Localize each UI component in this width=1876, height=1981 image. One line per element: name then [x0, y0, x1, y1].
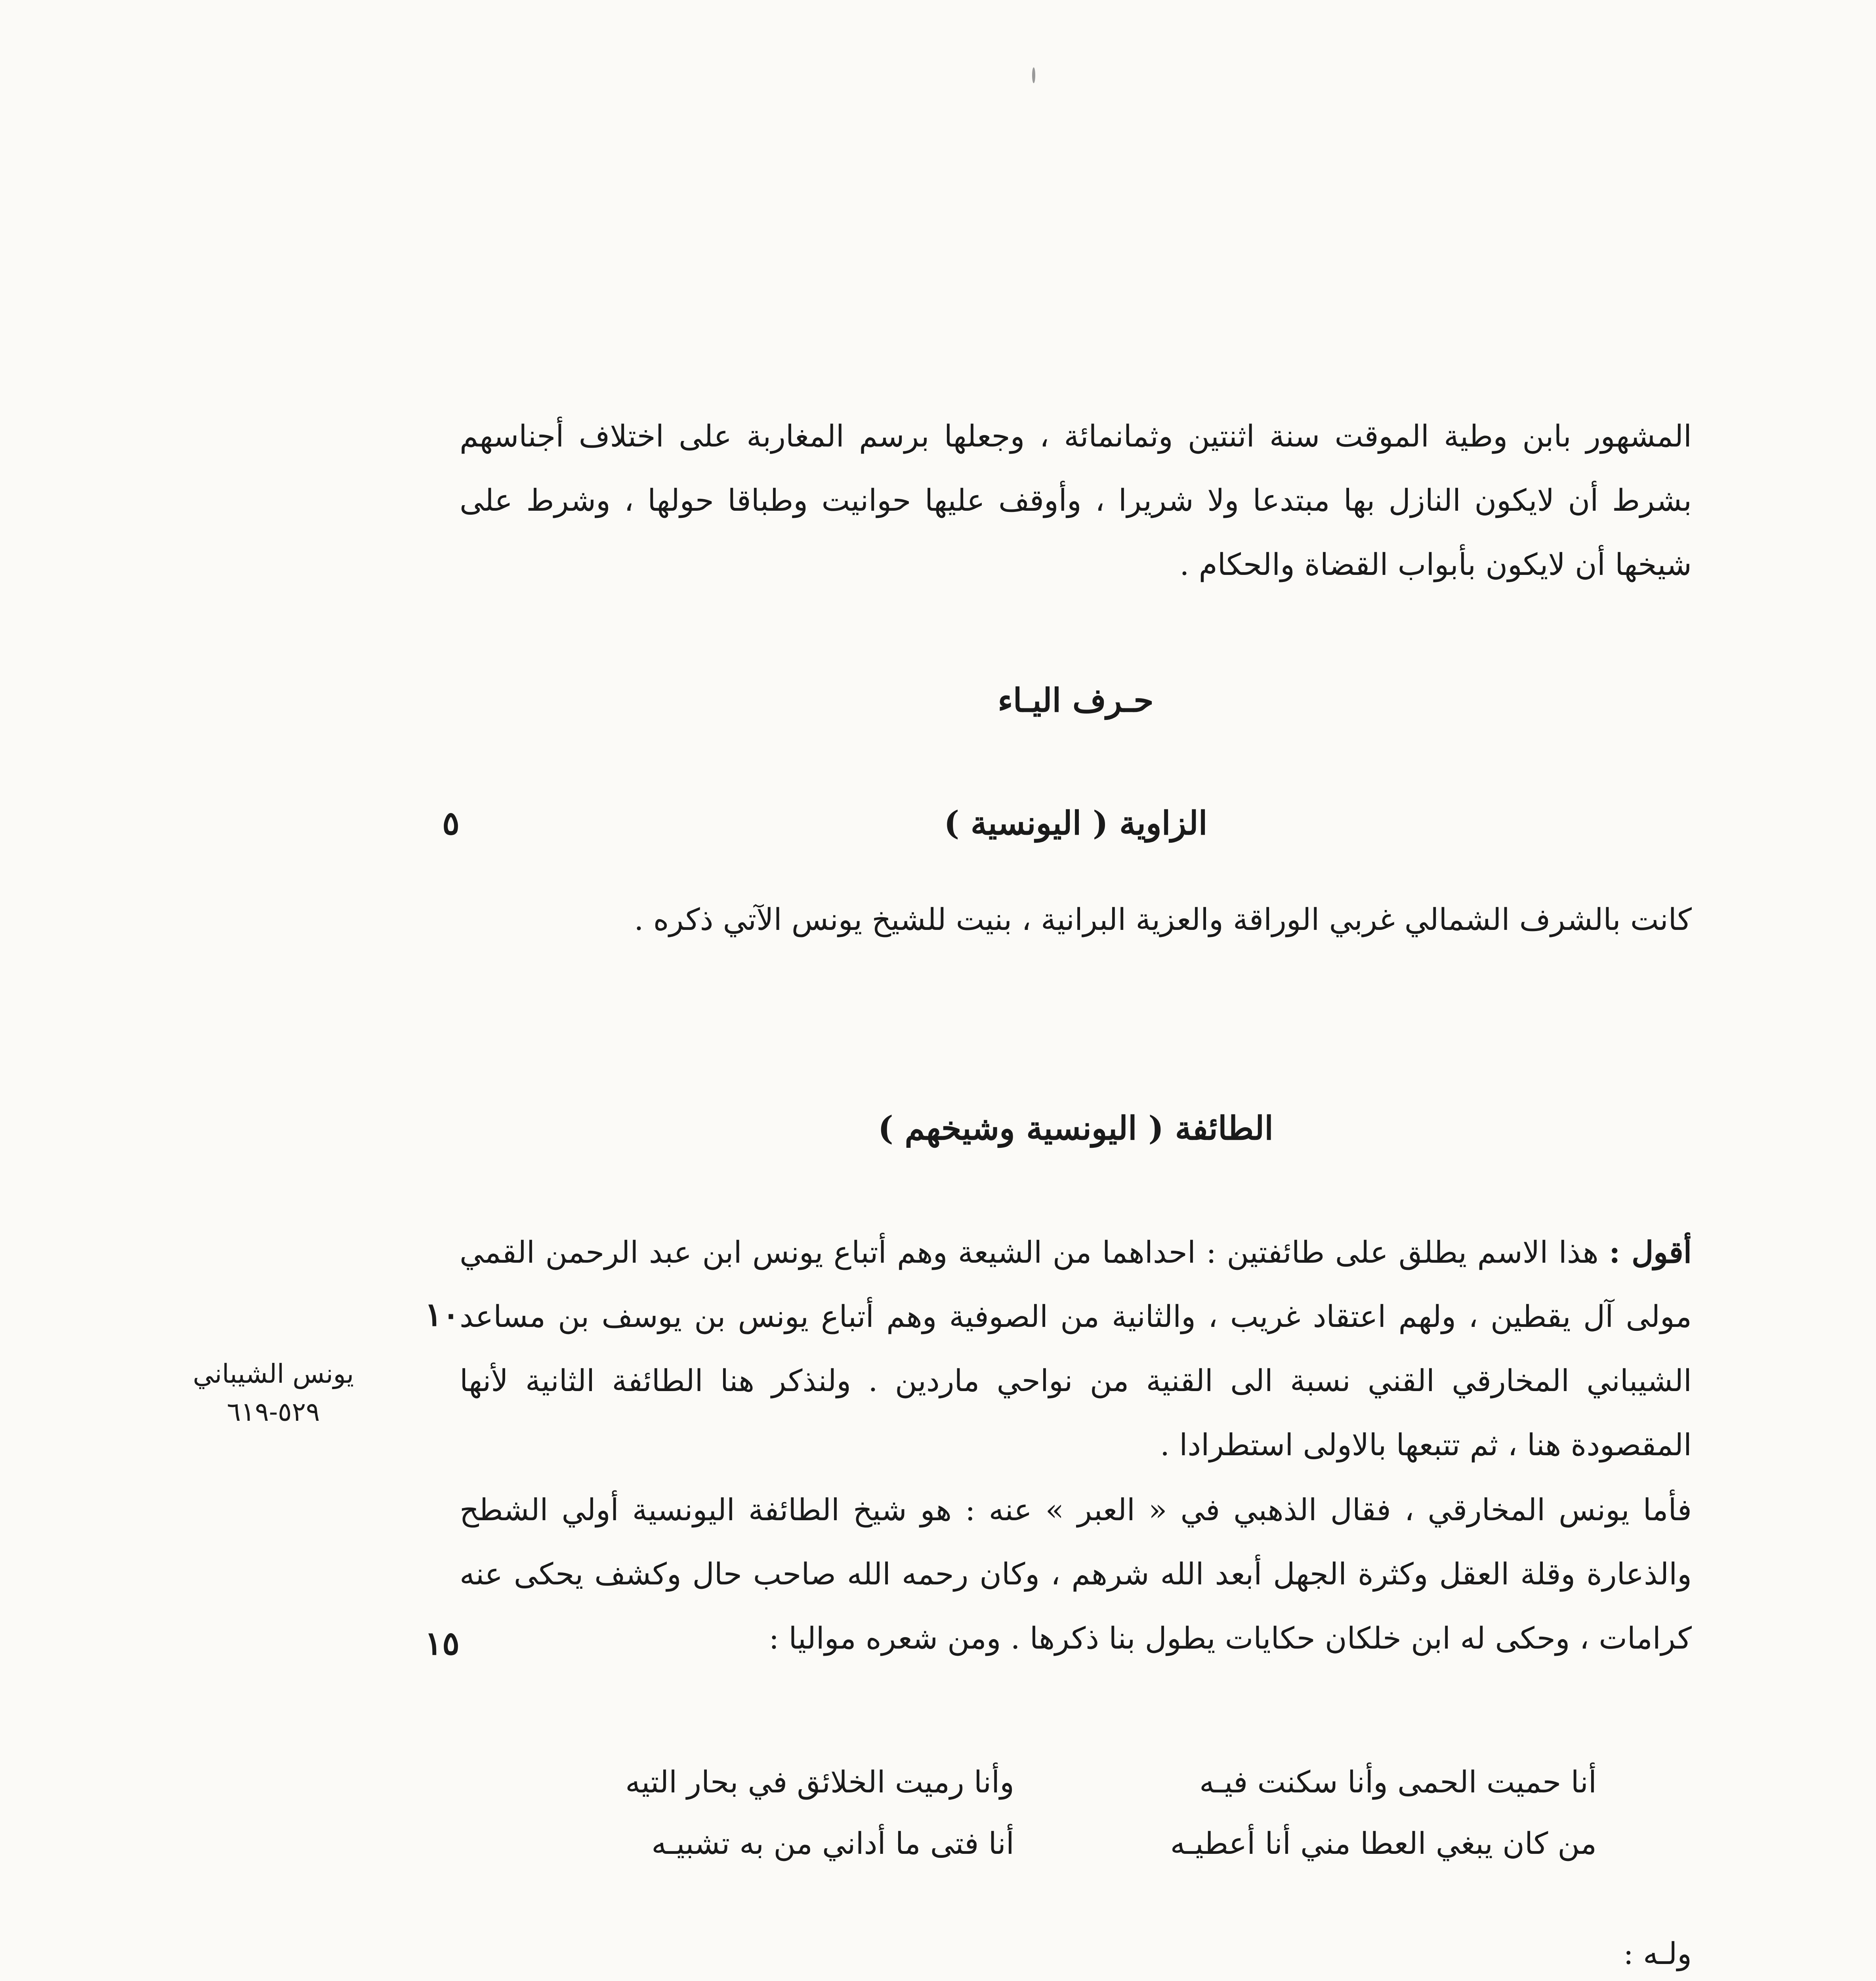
- paragraph-aqul: [460, 1220, 1692, 1477]
- verse: [460, 1751, 1692, 1813]
- verse: [460, 1813, 1692, 1874]
- heading-zawiya-text: الزاوية ( اليونسية ): [944, 804, 1208, 842]
- line-number-10: ١٠: [424, 1296, 460, 1334]
- margin-note-name: يونس الشيباني: [193, 1359, 354, 1389]
- poem-mawaliya: [460, 1751, 1692, 1874]
- verse-second-hemistich: وأنا رميت الخلائق في بحار التيه: [625, 1764, 1014, 1800]
- verse-first-hemistich: من كان يبغي العطا مني أنا أعطيـه: [1170, 1826, 1597, 1861]
- heading-letter-ya: [460, 681, 1692, 719]
- heading-zawiya-yunusiya: [460, 804, 1692, 842]
- scan-artifact: [1032, 67, 1035, 83]
- line-number-5: ٥: [442, 804, 460, 842]
- paragraph-zawiya: كانت بالشرف الشمالي غربي الوراقة والعزية البرانية ، بنيت للشيخ يونس الآتي ذكره .: [634, 902, 1692, 937]
- aqul-text: هذا الاسم يطلق على طائفتين : احداهما من الشيعة وهم أتباع يونس ابن عبد الرحمن القمي مولى آل يقطين ، ولهم اعتقاد غريب ، والثانية من الصوفية وهم أتباع يونس بن يوسف بن مساعد الشيباني المخارقي القني نسبة الى القنية من نواحي ماردين . ولنذكر هنا الطائفة الثانية لأنها المقصودة هنا ، ثم تتبعها بالاولى استطرادا .: [460, 1235, 1692, 1462]
- poem-intro-lahu: ولـه :: [1623, 1936, 1692, 1971]
- paragraph-opening: المشهور بابن وطية الموقت سنة اثنتين وثمانمائة ، وجعلها برسم المغاربة على اختلاف أجناسهم بشرط أن لايكون النازل بها مبتدعا ولا شريرا ، وأوقف عليها حوانيت وطباقا حولها ، وشرط على شيخها أن لايكون بأبواب القضاة والحكام .: [460, 418, 1692, 582]
- heading-taifa-text: الطائفة ( اليونسية وشيخهم ): [878, 1109, 1273, 1147]
- aqul-lead: أقول :: [1609, 1235, 1692, 1270]
- heading-taifa-yunusiya: [460, 1109, 1692, 1147]
- verse-first-hemistich: أنا حميت الحمى وأنا سكنت فيـه: [1199, 1764, 1597, 1800]
- line-number-15: ١٥: [424, 1624, 460, 1662]
- margin-note-dates: ٥٢٩-٦١٩: [227, 1397, 320, 1427]
- heading-letter-ya-text: حـرف اليـاء: [998, 681, 1154, 719]
- margin-note: [174, 1355, 372, 1431]
- verse-second-hemistich: أنا فتى ما أداني من به تشبيـه: [651, 1826, 1014, 1861]
- paragraph-yunus-makhariqi: فأما يونس المخارقي ، فقال الذهبي في « العبر » عنه : هو شيخ الطائفة اليونسية أولي الشطح والذعارة وقلة العقل وكثرة الجهل أبعد الله شرهم ، وكان رحمه الله صاحب حال وكشف يحكى عنه كرامات ، وحكى له ابن خلكان حكايات يطول بنا ذكرها . ومن شعره مواليا :: [460, 1492, 1692, 1656]
